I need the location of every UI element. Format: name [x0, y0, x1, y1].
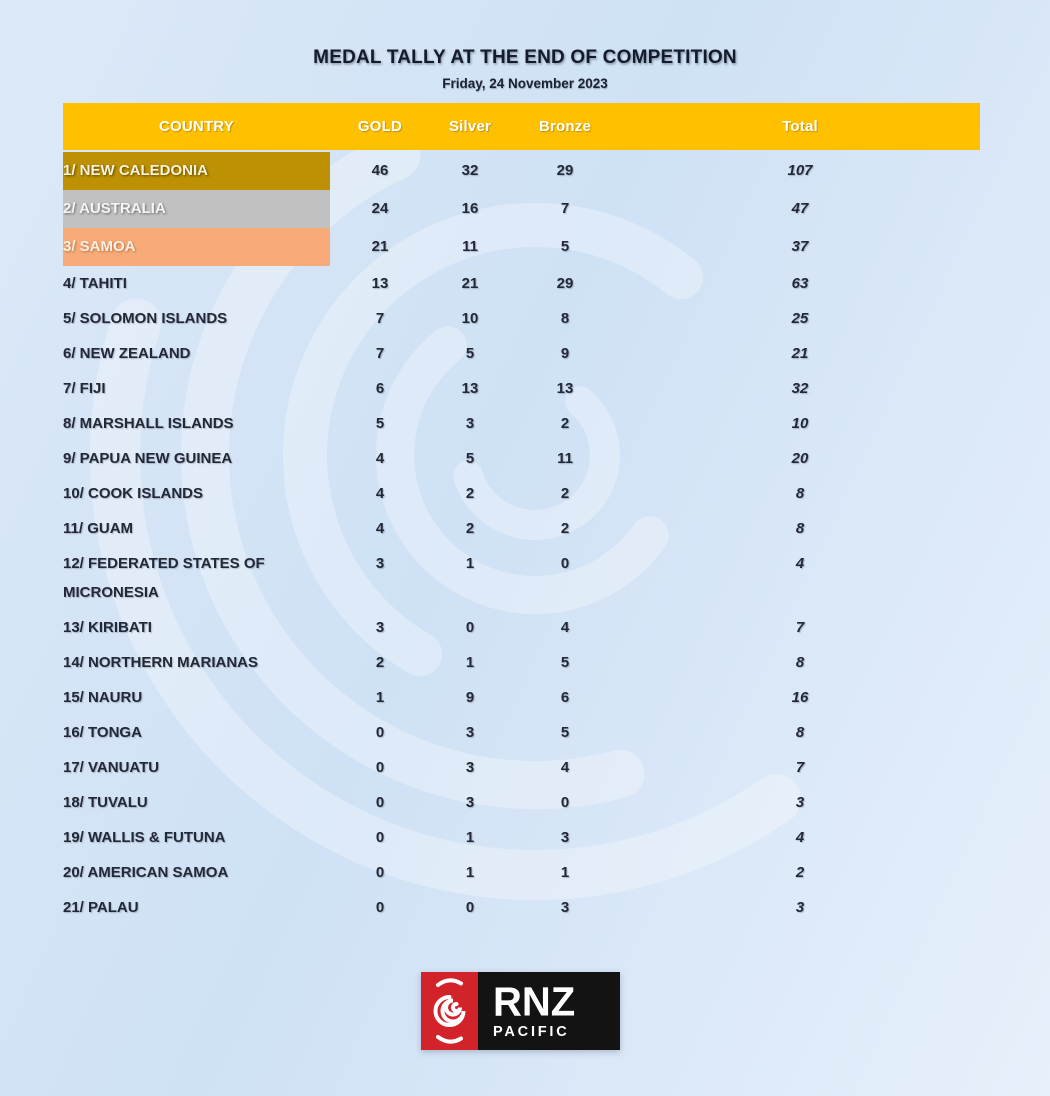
table-row [63, 441, 980, 476]
country-cell: 3/ SAMOA [63, 228, 330, 266]
bronze-value-cell: 29 [556, 162, 574, 179]
table-row [63, 715, 980, 750]
bronze-value-cell: 13 [556, 380, 574, 397]
gold-value-cell: 0 [375, 759, 385, 776]
country-cell: 14/ NORTHERN MARIANAS [63, 654, 259, 671]
country-cell: 11/ GUAM [63, 520, 134, 537]
bronze-value-cell: 8 [560, 310, 570, 327]
gold-value-cell: 24 [371, 200, 389, 217]
column-header-total: Total [782, 118, 818, 135]
total-value-cell: 107 [787, 162, 813, 179]
bronze-value-cell: 5 [560, 654, 570, 671]
table-row [63, 266, 980, 301]
country-cell: 10/ COOK ISLANDS [63, 485, 204, 502]
silver-value-cell: 0 [465, 619, 475, 636]
silver-value-cell: 1 [465, 555, 475, 572]
silver-value-cell: 2 [465, 485, 475, 502]
gold-value-cell: 4 [375, 450, 385, 467]
table-row [63, 228, 980, 266]
table-header-row [63, 103, 980, 150]
bronze-value-cell: 4 [560, 619, 570, 636]
gold-value-cell: 0 [375, 794, 385, 811]
silver-value-cell: 13 [461, 380, 479, 397]
total-value-cell: 8 [795, 724, 805, 741]
logo-sub-brand-text: PACIFIC [493, 1023, 570, 1040]
bronze-value-cell: 3 [560, 829, 570, 846]
country-cell: 1/ NEW CALEDONIA [63, 152, 330, 190]
country-cell: 12/ FEDERATED STATES OF MICRONESIA [63, 555, 265, 601]
total-value-cell: 32 [791, 380, 809, 397]
silver-value-cell: 11 [462, 238, 478, 255]
country-cell: 4/ TAHITI [63, 275, 127, 292]
gold-value-cell: 3 [375, 619, 385, 636]
total-value-cell: 63 [791, 275, 809, 292]
country-cell: 16/ TONGA [63, 724, 142, 741]
page-date: Friday, 24 November 2023 [442, 76, 608, 91]
total-value-cell: 3 [795, 899, 805, 916]
table-body [63, 152, 980, 925]
country-cell: 17/ VANUATU [63, 759, 160, 776]
column-header-bronze: Bronze [538, 118, 592, 135]
total-value-cell: 7 [795, 759, 805, 776]
country-cell: 8/ MARSHALL ISLANDS [63, 415, 234, 432]
gold-value-cell: 0 [375, 864, 385, 881]
bronze-value-cell: 0 [560, 555, 570, 572]
page-title: MEDAL TALLY AT THE END OF COMPETITION [313, 47, 737, 68]
logo-brand-text: RNZ [493, 978, 576, 1025]
table-row [63, 406, 980, 441]
gold-value-cell: 6 [375, 380, 385, 397]
bronze-value-cell: 5 [560, 238, 570, 255]
country-cell: 19/ WALLIS & FUTUNA [63, 829, 226, 846]
total-value-cell: 8 [795, 520, 805, 537]
gold-value-cell: 4 [375, 520, 385, 537]
table-row [63, 546, 980, 610]
bronze-value-cell: 3 [560, 899, 570, 916]
gold-value-cell: 1 [375, 689, 385, 706]
gold-value-cell: 2 [375, 654, 385, 671]
gold-value-cell: 7 [375, 345, 385, 362]
country-cell: 15/ NAURU [63, 689, 143, 706]
table-row [63, 855, 980, 890]
country-cell: 2/ AUSTRALIA [63, 190, 330, 228]
gold-value-cell: 0 [375, 724, 385, 741]
country-cell: 5/ SOLOMON ISLANDS [63, 310, 228, 327]
table-row [63, 371, 980, 406]
gold-value-cell: 5 [375, 415, 385, 432]
silver-value-cell: 3 [465, 415, 475, 432]
bronze-value-cell: 2 [560, 415, 570, 432]
table-row [63, 820, 980, 855]
total-value-cell: 21 [791, 345, 809, 362]
table-row [63, 785, 980, 820]
table-row [63, 476, 980, 511]
title-block [0, 47, 1050, 91]
total-value-cell: 10 [791, 415, 809, 432]
bronze-value-cell: 11 [557, 450, 573, 467]
total-value-cell: 25 [791, 310, 809, 327]
table-row [63, 680, 980, 715]
bronze-value-cell: 5 [560, 724, 570, 741]
gold-value-cell: 46 [371, 162, 389, 179]
logo-text-block [478, 972, 620, 1050]
gold-value-cell: 13 [371, 275, 389, 292]
total-value-cell: 8 [795, 654, 805, 671]
total-value-cell: 20 [791, 450, 809, 467]
medal-table [63, 103, 980, 925]
silver-value-cell: 1 [465, 829, 475, 846]
koru-spiral-icon [421, 972, 478, 1050]
silver-value-cell: 16 [461, 200, 479, 217]
gold-value-cell: 4 [375, 485, 385, 502]
column-header-country: COUNTRY [158, 118, 234, 135]
table-row [63, 511, 980, 546]
country-cell: 6/ NEW ZEALAND [63, 345, 191, 362]
silver-value-cell: 21 [461, 275, 479, 292]
gold-value-cell: 0 [375, 829, 385, 846]
table-row [63, 190, 980, 228]
total-value-cell: 8 [795, 485, 805, 502]
total-value-cell: 7 [795, 619, 805, 636]
country-cell: 7/ FIJI [63, 380, 106, 397]
table-row [63, 645, 980, 680]
gold-value-cell: 7 [375, 310, 385, 327]
silver-value-cell: 1 [465, 864, 475, 881]
silver-value-cell: 10 [461, 310, 479, 327]
total-value-cell: 2 [795, 864, 805, 881]
bronze-value-cell: 7 [560, 200, 570, 217]
silver-value-cell: 5 [465, 345, 475, 362]
country-cell: 18/ TUVALU [63, 794, 148, 811]
table-row [63, 301, 980, 336]
table-row [63, 152, 980, 190]
silver-value-cell: 32 [461, 162, 479, 179]
silver-value-cell: 3 [465, 759, 475, 776]
gold-value-cell: 21 [371, 238, 389, 255]
country-cell: 20/ AMERICAN SAMOA [63, 864, 229, 881]
total-value-cell: 37 [791, 238, 809, 255]
total-value-cell: 47 [791, 200, 809, 217]
total-value-cell: 4 [795, 829, 805, 846]
column-header-silver: Silver [448, 118, 492, 135]
bronze-value-cell: 2 [560, 520, 570, 537]
country-cell: 21/ PALAU [63, 899, 139, 916]
bronze-value-cell: 29 [556, 275, 574, 292]
rnz-pacific-logo [421, 972, 620, 1050]
total-value-cell: 4 [795, 555, 805, 572]
silver-value-cell: 0 [465, 899, 475, 916]
silver-value-cell: 3 [465, 724, 475, 741]
silver-value-cell: 1 [465, 654, 475, 671]
table-row [63, 750, 980, 785]
country-cell: 13/ KIRIBATI [63, 619, 152, 636]
table-row [63, 610, 980, 645]
bronze-value-cell: 4 [560, 759, 570, 776]
gold-value-cell: 3 [375, 555, 385, 572]
gold-value-cell: 0 [375, 899, 385, 916]
bronze-value-cell: 9 [560, 345, 570, 362]
silver-value-cell: 2 [465, 520, 475, 537]
total-value-cell: 16 [791, 689, 809, 706]
bronze-value-cell: 1 [560, 864, 570, 881]
column-header-gold: GOLD [357, 118, 403, 135]
silver-value-cell: 5 [465, 450, 475, 467]
total-value-cell: 3 [795, 794, 805, 811]
bronze-value-cell: 6 [560, 689, 570, 706]
silver-value-cell: 9 [465, 689, 475, 706]
table-row [63, 336, 980, 371]
country-cell: 9/ PAPUA NEW GUINEA [63, 450, 233, 467]
bronze-value-cell: 0 [560, 794, 570, 811]
bronze-value-cell: 2 [560, 485, 570, 502]
silver-value-cell: 3 [465, 794, 475, 811]
table-row [63, 890, 980, 925]
